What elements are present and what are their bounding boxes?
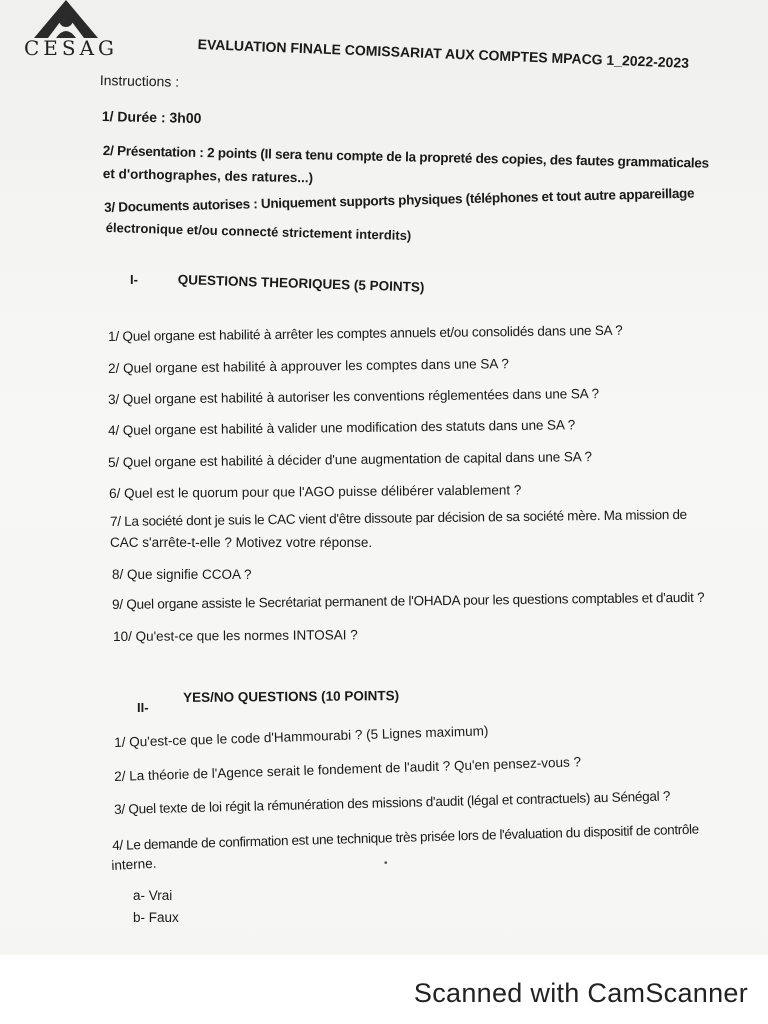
instruction-documents-line1: 3/ Documents autorises : Uniquement supports physiques (téléphones et tout autre appareillage — [104, 185, 695, 215]
cesag-logo — [14, 0, 124, 62]
section1-question-9: 9/ Quel organe assiste le Secrétariat permanent de l'OHADA pour les questions comptables et d'audit ? — [112, 589, 705, 612]
section2-question-4-line1: 4/ Le demande de confirmation est une technique très prisée lors de l'évaluation du dispositif de contrôle — [112, 821, 700, 853]
section2-question-2: 2/ La théorie de l'Agence serait le fondement de l'audit ? Qu'en pensez-vous ? — [114, 754, 582, 784]
instruction-duree: 1/ Durée : 3h00 — [101, 108, 202, 127]
camscanner-watermark: Scanned with CamScanner — [413, 978, 748, 1008]
section1-question-4: 4/ Quel organe est habilité à valider une modification des statuts dans une SA ? — [108, 417, 576, 438]
section2-question-4-line2: interne. — [111, 855, 157, 873]
section2-option-b: b- Faux — [133, 910, 179, 925]
section2-question-1: 1/ Qu'est-ce que le code d'Hammourabi ? (5 Lignes maximum) — [114, 723, 489, 750]
page-title: EVALUATION FINALE COMISSARIAT AUX COMPTES MPACG 1_2022-2023 — [197, 36, 690, 71]
section1-question-1: 1/ Quel organe est habilité à arrêter les comptes annuels et/ou consolidés dans une SA ? — [108, 322, 623, 344]
cesag-emblem-icon — [26, 0, 106, 40]
section2-question-3: 3/ Quel texte de loi régit la rémunération des missions d'audit (légal et contractuels) au Sénégal ? — [114, 788, 671, 817]
section2-heading: YES/NO QUESTIONS (10 POINTS) — [183, 688, 400, 705]
section1-question-3: 3/ Quel organe est habilité à autoriser les conventions réglementées dans une SA ? — [108, 386, 600, 407]
section1-question-6: 6/ Quel est le quorum pour que l'AGO puisse délibérer valablement ? — [109, 482, 522, 501]
logo-text: CESAG — [24, 36, 119, 60]
section1-question-10: 10/ Qu'est-ce que les normes INTOSAI ? — [113, 627, 358, 644]
section1-question-5: 5/ Quel organe est habilité à décider d'une augmentation de capital dans une SA ? — [108, 449, 592, 470]
section1-question-7-line2: CAC s'arrête-t-elle ? Motivez votre réponse. — [110, 535, 373, 550]
section2-option-a: a- Vrai — [133, 888, 173, 903]
instruction-presentation-line1: 2/ Présentation : 2 points (Il sera tenu compte de la propreté des copies, des fautes grammaticales — [102, 143, 710, 171]
section1-heading: QUESTIONS THEORIQUES (5 POINTS) — [177, 272, 425, 295]
section1-numeral: I- — [130, 272, 138, 287]
section1-question-7-line1: 7/ La société dont je suis le CAC vient d'être dissoute par décision de sa société mère. Ma mission de — [110, 506, 687, 529]
instruction-documents-line2: électronique et/ou connecté strictement interdits) — [105, 220, 412, 243]
instructions-heading: Instructions : — [99, 72, 180, 90]
section1-question-8: 8/ Que signifie CCOA ? — [112, 567, 252, 582]
stray-dot: • — [384, 858, 388, 869]
instruction-presentation-line2: et d'orthographes, des ratures...) — [102, 166, 314, 186]
section2-numeral: II- — [137, 700, 149, 715]
section1-question-2: 2/ Quel organe est habilité à approuver les comptes dans une SA ? — [108, 356, 509, 376]
